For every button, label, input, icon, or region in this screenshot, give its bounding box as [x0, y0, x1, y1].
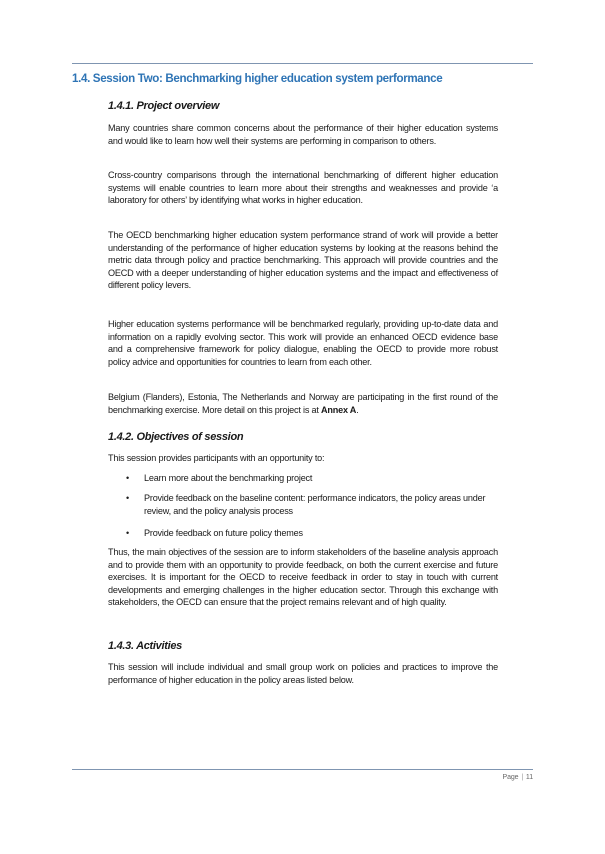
- page-separator: |: [521, 774, 524, 781]
- list-item: [126, 527, 498, 540]
- overview-paragraph-2: Cross-country comparisons through the international benchmarking of different higher education systems will enable countries to learn more about their strengths and weaknesses and provide ‘a laboratory for others’ by identifying what works in higher education.: [108, 170, 498, 205]
- page-footer: [503, 774, 533, 781]
- footer-rule: [72, 769, 533, 770]
- objectives-intro: This session provides participants with an opportunity to:: [108, 453, 325, 463]
- objectives-heading: 1.4.2. Objectives of session: [108, 431, 244, 443]
- annex-a-link[interactable]: Annex A: [321, 404, 357, 415]
- list-item: [126, 492, 498, 517]
- bullet-text: Learn more about the benchmarking project: [144, 473, 313, 483]
- overview-paragraph-1: Many countries share common concerns about the performance of their higher education systems and would like to learn how well their systems are performing in comparison to others.: [108, 123, 498, 146]
- header-rule: [72, 63, 533, 64]
- page-label: Page: [502, 774, 519, 781]
- participants-end: .: [356, 404, 359, 415]
- participants-paragraph: [108, 391, 498, 416]
- bullet-icon: •: [126, 473, 129, 483]
- bullet-text: Provide feedback on future policy themes: [144, 528, 303, 538]
- list-item: [126, 472, 498, 485]
- page-number: 11: [525, 774, 533, 781]
- participants-text: Belgium (Flanders), Estonia, The Netherlands and Norway are participating in the first round of the benchmarking exercise. More detail on this project is at: [108, 392, 498, 415]
- section-heading: 1.4. Session Two: Benchmarking higher education system performance: [72, 72, 443, 85]
- bullet-text: Provide feedback on the baseline content: performance indicators, the policy areas under review, and the policy analysis process: [144, 493, 486, 516]
- overview-paragraph-3: The OECD benchmarking higher education system performance strand of work will provide a better understanding of the performance of higher education systems by looking at the reasons behind the metric data through policy and practice benchmarking. This approach will provide countries and the OECD with a deeper understanding of higher education systems and the impact and effectiveness of different policy levers.: [108, 230, 498, 290]
- bullet-icon: •: [126, 493, 129, 503]
- bullet-icon: •: [126, 528, 129, 538]
- activities-text: This session will include individual and small group work on policies and practices to improve the performance of higher education in the policy areas listed below.: [108, 662, 498, 685]
- overview-paragraph-4: Higher education systems performance will be benchmarked regularly, providing up-to-date data and information on a rapidly evolving sector. This work will provide an enhanced OECD evidence base and a comprehensive framework for policy dialogue, enabling the OECD to provide more robust policy advice and opportunities for countries to learn from each other.: [108, 319, 498, 367]
- objectives-closing: Thus, the main objectives of the session are to inform stakeholders of the baseline analysis approach and to provide them with an opportunity to provide feedback, on both the current exercise and future exercises. It is important for the OECD to receive feedback in order to stay in touch with current developments and emerging challenges in the higher education sector. Through this exchange with stakeholders, the OECD can ensure that the project remains relevant and of high quality.: [108, 547, 498, 607]
- activities-heading: 1.4.3. Activities: [108, 640, 182, 652]
- overview-heading: 1.4.1. Project overview: [108, 100, 220, 112]
